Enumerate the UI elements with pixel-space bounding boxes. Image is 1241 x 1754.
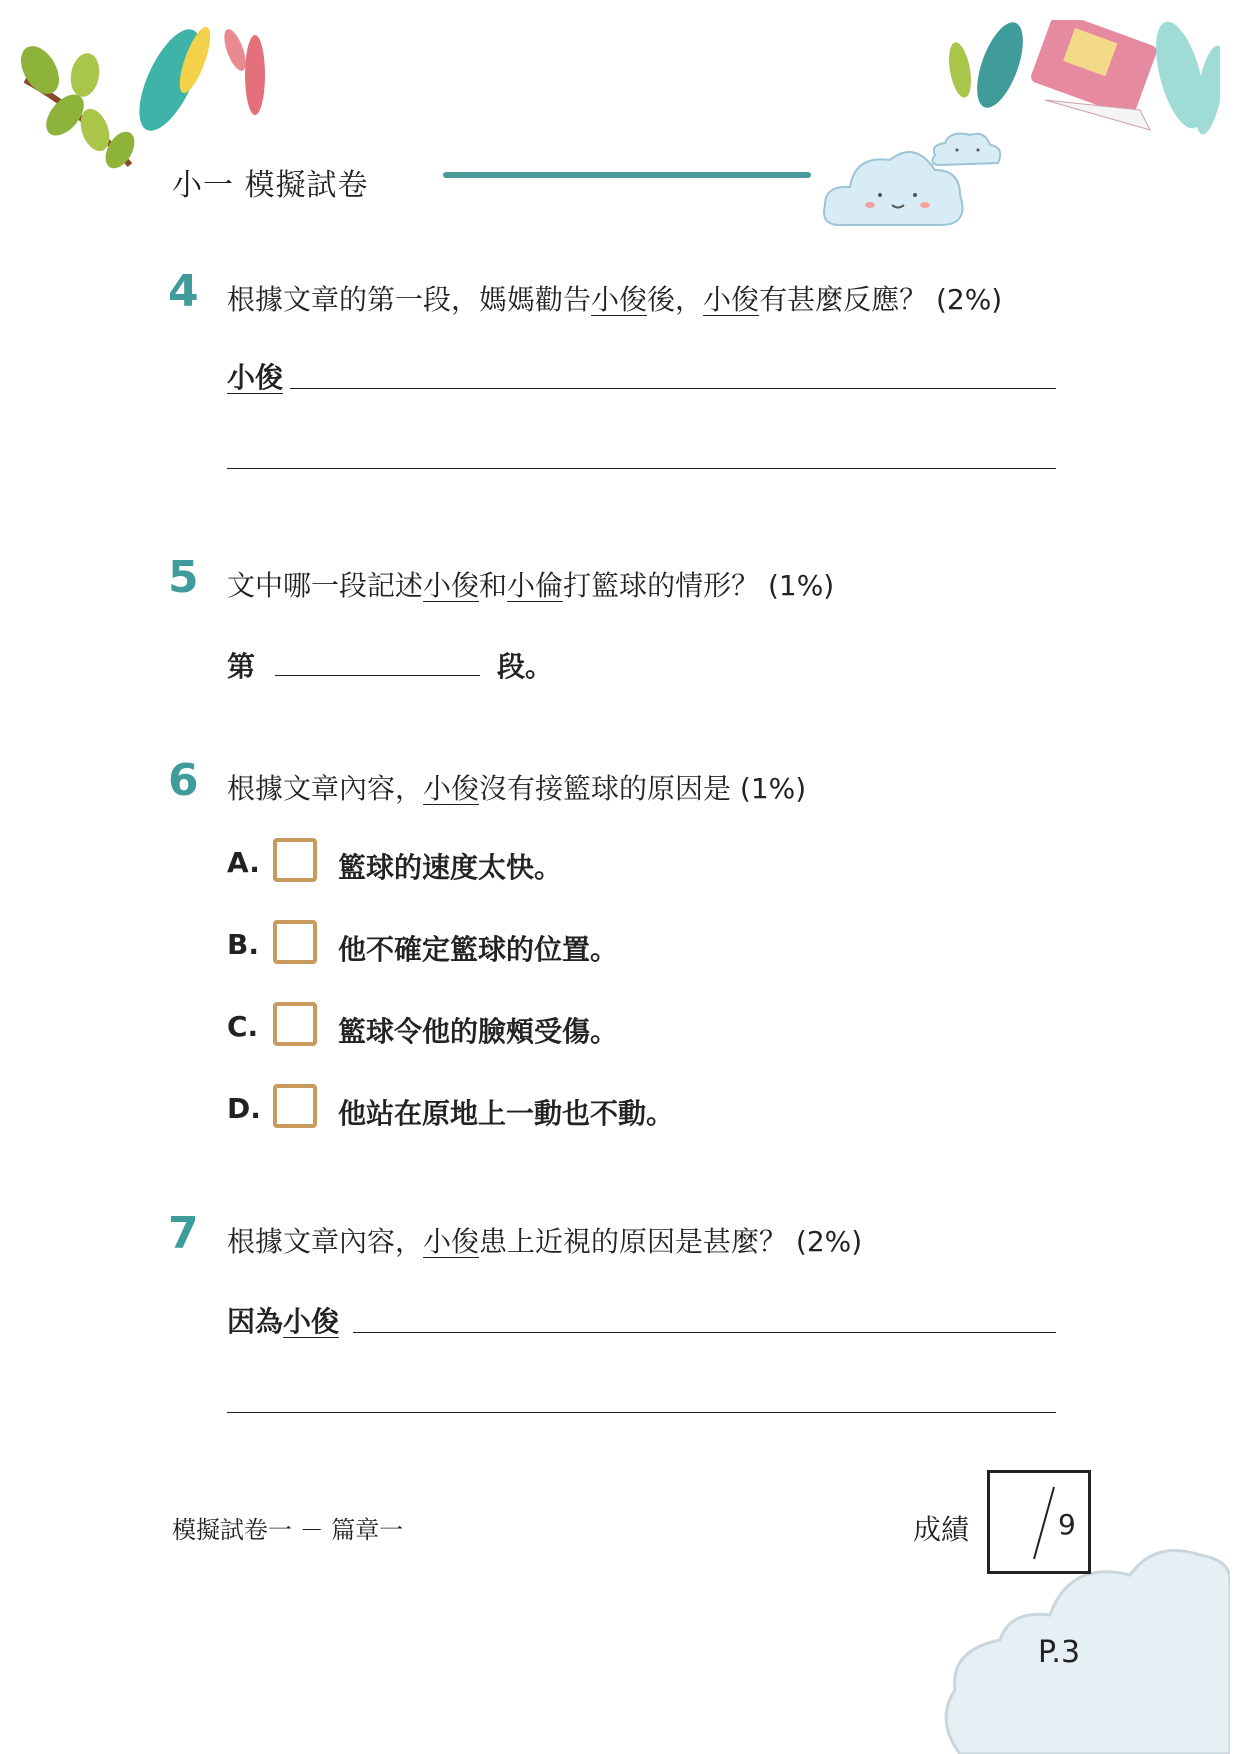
question-7-number: 7 bbox=[168, 1208, 199, 1259]
option-a-text: 籃球的速度太快。 bbox=[338, 851, 563, 884]
option-b-text: 他不確定籃球的位置。 bbox=[338, 933, 619, 966]
question-5-number: 5 bbox=[168, 552, 199, 603]
question-7-name-underlined: 小俊 bbox=[423, 1225, 480, 1258]
question-7-answer-line-1[interactable] bbox=[353, 1332, 1056, 1333]
question-6-text-part: 沒有接籃球的原因是 (1%) bbox=[479, 772, 807, 805]
question-5-text-part: 和 bbox=[479, 569, 508, 602]
question-4-number: 4 bbox=[168, 266, 199, 317]
option-c-checkbox[interactable] bbox=[273, 1002, 317, 1046]
option-d-checkbox[interactable] bbox=[273, 1084, 317, 1128]
option-c-text: 籃球令他的臉頰受傷。 bbox=[338, 1015, 619, 1048]
question-6-text bbox=[227, 767, 806, 807]
question-4-answer-prefix: 小俊 bbox=[227, 361, 284, 394]
score-total: 9 bbox=[1058, 1508, 1076, 1541]
option-b-checkbox[interactable] bbox=[273, 920, 317, 964]
question-4-text bbox=[227, 278, 1002, 318]
question-5-name-underlined: 小俊 bbox=[423, 569, 480, 602]
question-5-text-part: 打籃球的情形？ (1%) bbox=[563, 569, 835, 602]
question-4-name-underlined: 小俊 bbox=[703, 283, 760, 316]
question-4-answer-line-2[interactable] bbox=[227, 468, 1056, 469]
question-7-answer-prefix bbox=[227, 1300, 339, 1340]
option-a-checkbox[interactable] bbox=[273, 838, 317, 882]
question-6-number: 6 bbox=[168, 755, 199, 806]
option-b-letter: B. bbox=[227, 928, 259, 961]
question-5-name-underlined: 小倫 bbox=[507, 569, 564, 602]
question-4-answer-line-1[interactable] bbox=[290, 388, 1056, 389]
option-c-letter: C. bbox=[227, 1010, 259, 1043]
score-slash-icon bbox=[1030, 1485, 1058, 1561]
question-7-text-part: 患上近視的原因是甚麼？ (2%) bbox=[479, 1225, 863, 1258]
question-4-text-part: 後， bbox=[647, 283, 704, 316]
question-4-text-part: 有甚麼反應？ (2%) bbox=[759, 283, 1003, 316]
page-header-title: 小一 模擬試卷 bbox=[172, 168, 369, 203]
decorative-clouds-header bbox=[820, 125, 1010, 235]
question-7-answer-prefix-name: 小俊 bbox=[283, 1305, 340, 1338]
question-5-text-part: 文中哪一段記述 bbox=[227, 569, 424, 602]
option-d-text: 他站在原地上一動也不動。 bbox=[338, 1097, 675, 1130]
question-5-text bbox=[227, 564, 834, 604]
page-number: P.3 bbox=[1038, 1635, 1081, 1670]
question-5-answer-line[interactable] bbox=[275, 675, 480, 676]
score-label: 成績 bbox=[913, 1513, 970, 1546]
option-d-letter: D. bbox=[227, 1092, 261, 1125]
option-a-letter: A. bbox=[227, 846, 260, 879]
decorative-leaves-top-left bbox=[20, 20, 270, 170]
question-5-answer-suffix: 段。 bbox=[497, 650, 554, 683]
question-4-name-underlined: 小俊 bbox=[591, 283, 648, 316]
footer-paper-info: 模擬試卷一 － 篇章一 bbox=[172, 1516, 404, 1544]
header-divider bbox=[443, 172, 811, 178]
question-7-answer-prefix-a: 因為 bbox=[227, 1305, 284, 1338]
question-5-answer-prefix: 第 bbox=[227, 650, 256, 683]
question-7-text bbox=[227, 1220, 862, 1260]
score-box[interactable] bbox=[987, 1470, 1091, 1574]
question-6-name-underlined: 小俊 bbox=[423, 772, 480, 805]
question-7-answer-line-2[interactable] bbox=[227, 1412, 1056, 1413]
question-4-text-part: 根據文章的第一段，媽媽勸告 bbox=[227, 283, 592, 316]
question-6-text-part: 根據文章內容， bbox=[227, 772, 424, 805]
question-7-text-part: 根據文章內容， bbox=[227, 1225, 424, 1258]
